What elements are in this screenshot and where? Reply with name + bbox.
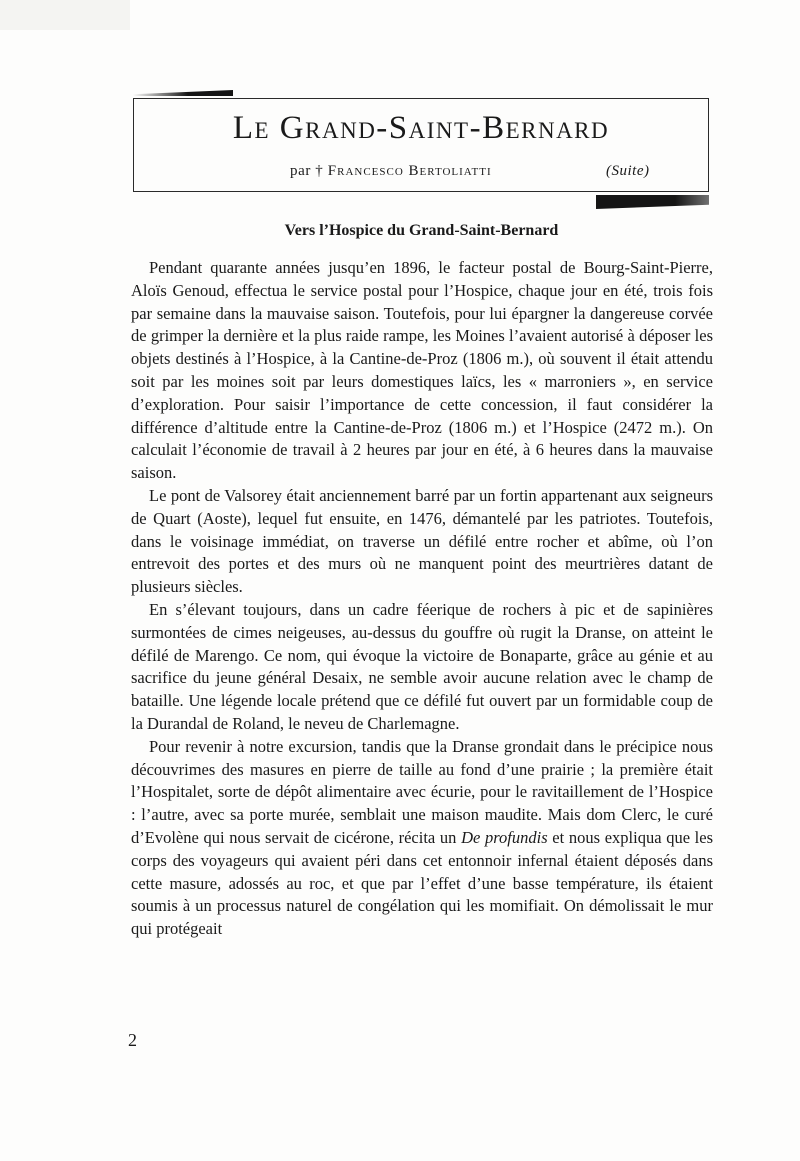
latin-phrase: De profundis <box>461 827 548 847</box>
author-name: Francesco Bertoliatti <box>327 163 492 179</box>
paragraph-4 <box>131 736 713 941</box>
paragraph-3: En s’élevant toujours, dans un cadre féerique de rochers à pic et de sapinières surmontées de cimes neigeuses, au-dessus du gouffre où rugit la Dranse, on atteint le défilé de Marengo. Ce nom, qui évoque la victoire de Bonaparte, grâce au génie et au sacrifice du jeune général Desaix, ne semble avoir aucune relation avec le champ de bataille. Une légende locale prétend que ce défilé fut ouvert par un formidable coup de la Durandal de Roland, le neveu de Charlemagne. <box>131 599 713 733</box>
paragraph-4-part-1: Pour revenir à notre excursion, tandis que la Dranse grondait dans le précipice nous découvrimes des masures en pierre de taille au fond d’une prairie ; la première était l’Hospitalet, sorte de dépôt alimentaire avec écurie, pour le ravitaillement de l’Hospice : l’autre, avec sa porte murée, semblait une maison maudite. Mais dom Clerc, le curé d’Evolène qui nous servait de cicérone, récita un <box>131 736 713 847</box>
paragraph-2: Le pont de Valsorey était anciennement barré par un fortin appartenant aux seigneurs de Quart (Aoste), lequel fut ensuite, en 1476, démantelé par les patriotes. Toutefois, dans le voisinage immédiat, on traverse un défilé entre rocher et abîme, où l’on entrevoit des portes et des murs où ne manquent point des meurtrières datant de plusieurs siècles. <box>131 485 713 597</box>
article-title: Le Grand-Saint-Bernard <box>232 110 610 146</box>
paragraph-1: Pendant quarante années jusqu’en 1896, le facteur postal de Bourg-Saint-Pierre, Aloïs Genoud, effectua le service postal pour l’Hospice, chaque jour en été, trois fois par semaine dans la mauvaise saison. Toutefois, pour lui épargner la dangereuse corvée de grimper la dernière et la plus raide rampe, les Moines l’avaient autorisé à déposer les objets destinés à l’Hospice, à la Cantine-de-Proz (1806 m.), où souvent il était attendu soit par les moines soit par leurs domestiques laïcs, les « marroniers », en service d’exploration. Pour saisir l’importance de cette concession, il faut considérer la différence d’altitude entre la Cantine-de-Proz (1806 m.) et l’Hospice (2472 m.). On calculait l’économie de travail à 2 heures par jour en été, à 6 heures dans la mauvaise saison. <box>131 258 713 483</box>
decorative-bar-bottom <box>596 195 709 209</box>
continuation-note: (Suite) <box>606 163 650 179</box>
byline-prefix: par † <box>290 163 328 179</box>
byline <box>290 163 492 180</box>
article-body <box>131 257 713 941</box>
decorative-bar-top <box>133 90 233 96</box>
page-number: 2 <box>128 1030 137 1050</box>
paragraph-4-part-2: et nous expliqua que les corps des voyageurs qui avaient péri dans cet entonnoir infernal étaient déposés dans cette masure, adossés au roc, et que par l’effet d’une basse température, ils étaient soumis à un processus naturel de congélation qui les momifiait. On démolissait le mur qui protégeait <box>131 827 714 939</box>
section-heading: Vers l’Hospice du Grand-Saint-Bernard <box>284 222 559 239</box>
scan-corner-mark <box>0 0 130 30</box>
